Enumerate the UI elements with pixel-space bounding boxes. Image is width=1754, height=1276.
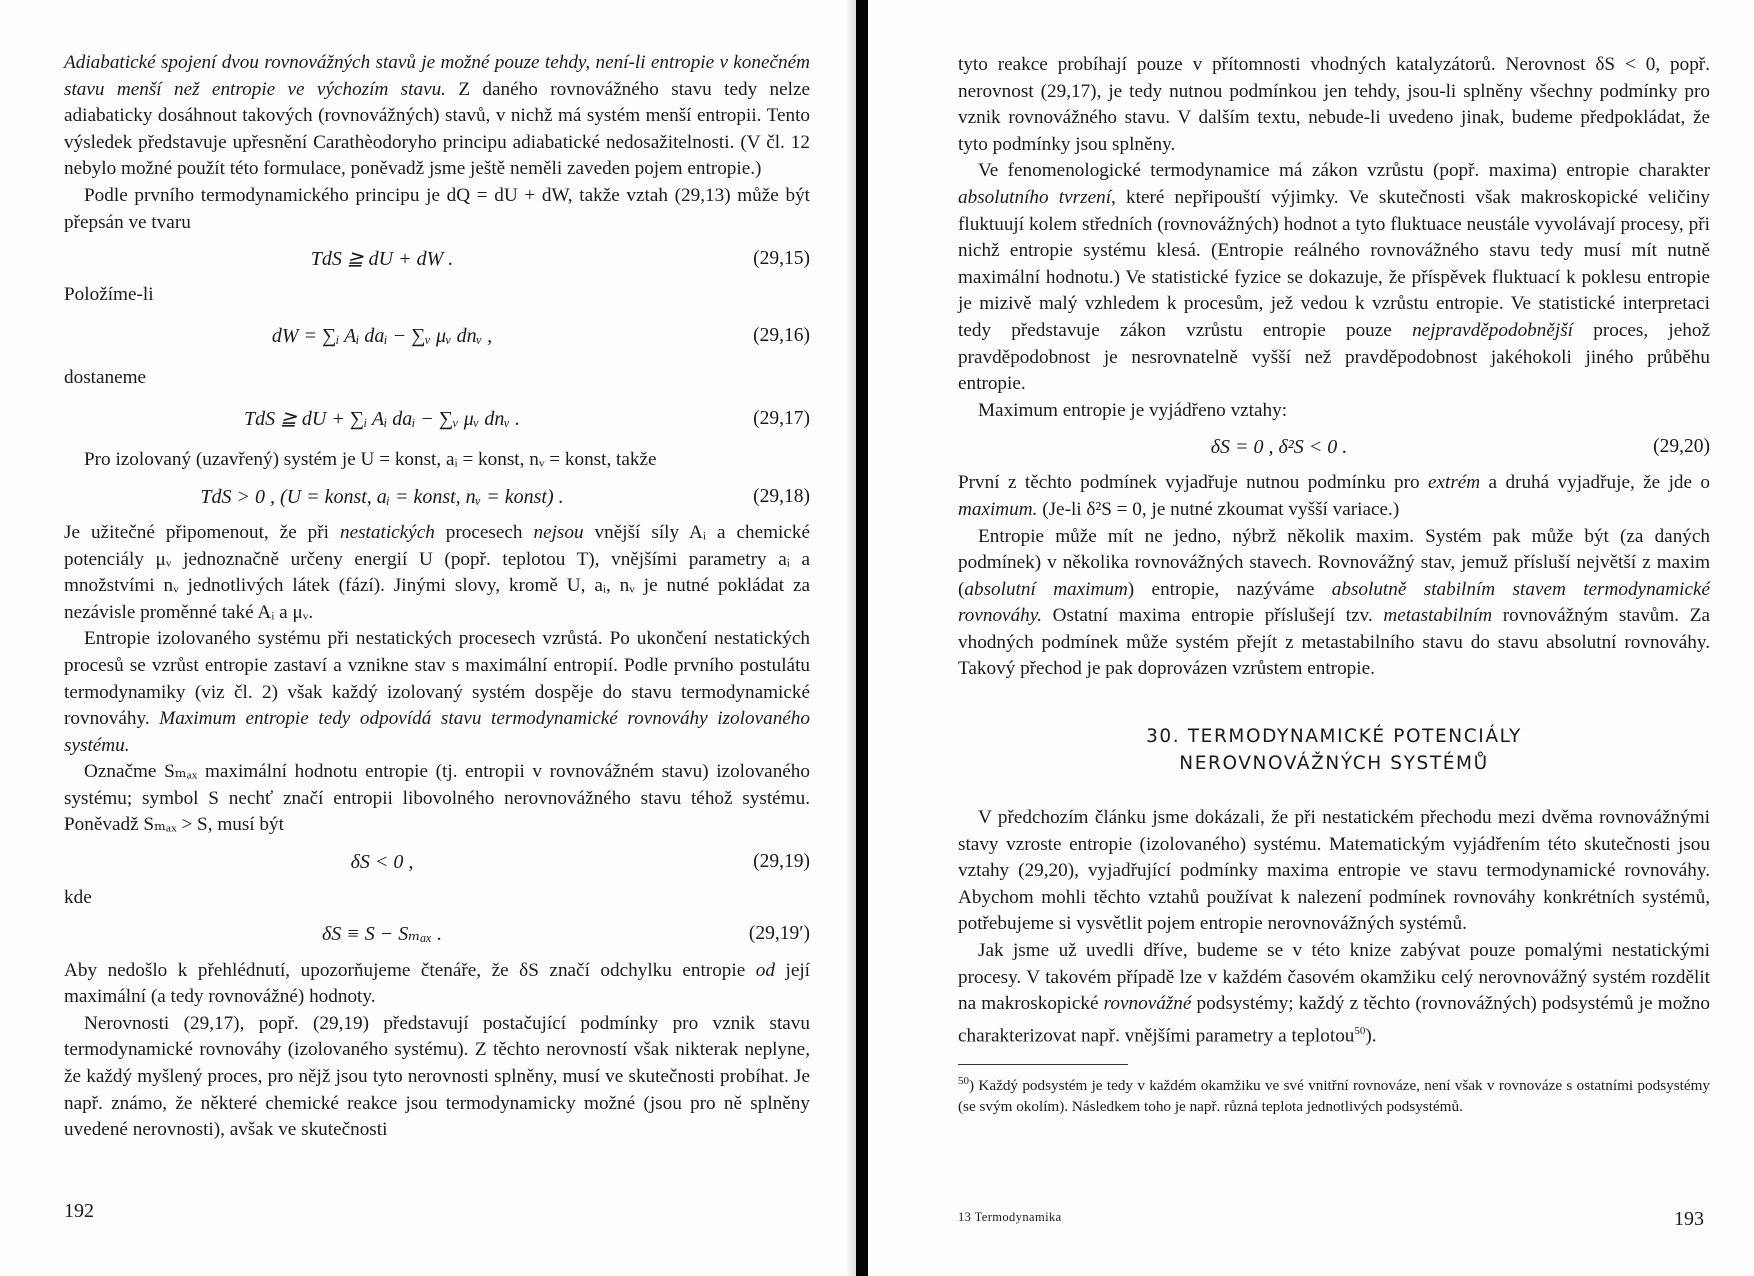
italic-term: absolutního tvrzení (958, 186, 1112, 208)
paragraph: V předchozím článku jsme dokázali, že při nestatickém přechodu mezi dvěma rovnovážnými stavy vzroste entropie (izolovaného) systému. Matematickým vyjádřením této skutečnosti jsou vztahy (29,20), vyjadřující podmínky maxima entropie ve stavu termodynamické rovnováhy. Abychom mohli těchto vztahů používat k nalezení podmínek rovnováhy konkrétních systémů, potřebujeme si vysvětlit pojem entropie nerovnovážných systémů. (958, 807, 1710, 935)
italic-term: nestatických (339, 521, 435, 543)
left-text-column (64, 50, 810, 1144)
page-number: 192 (64, 1200, 94, 1222)
italic-term: absolutně stabilním stavem termodynamické rovnováhy. (958, 578, 1710, 627)
paragraph-text: vnější síly Aᵢ a chemické potenciály μᵥ jednoznačně určeny energií U (popř. teplotou T), vnějšími parametry aᵢ a množstvími nᵥ jednotlivých látek (fází). Jinými slovy, kromě U, aᵢ, nᵥ je nutné pokládat za nezávisle proměnné také Aᵢ a μᵥ. (64, 521, 810, 623)
footnote-reference: 50 (1354, 1024, 1366, 1037)
equation-29-19-prime (64, 918, 810, 952)
equation-number: (29,19) (753, 850, 810, 872)
paragraph (64, 520, 810, 626)
equation-29-18 (64, 480, 810, 514)
paragraph: Nerovnosti (29,17), popř. (29,19) představují postačující podmínky pro vznik stavu termodynamické rovnováhy (izolovaného systému). Z těchto nerovností však nikterak neplyne, že každý myšlený proces, pro nějž jsou tyto nerovnosti splněny, musí ve skutečnosti probíhat. Je např. známo, že některé chemické reakce jsou termodynamicky možné (jsou pro ně splněny uvedené nerovnosti), avšak ve skutečnosti (64, 1012, 810, 1141)
paragraph-text: a druhá vyjadřuje, že jde o (1480, 472, 1711, 494)
italic-term: absolutní maximum (964, 578, 1128, 600)
paragraph (958, 938, 1710, 1050)
equation-number: (29,18) (753, 485, 810, 507)
paragraph-text: podsystémy; každý z těchto (rovnovážných) podsystémů je možno charakterizovat např. vnějšími parametry a teplotou (958, 993, 1710, 1047)
signature-mark: 13 Termodynamika (958, 1210, 1062, 1224)
paragraph-text: , které nepřipouští výjimky. Ve skutečnosti však makroskopické veličiny fluktuují kolem středních (rovnovážných) hodnot a tyto fluktuace neustále vyvolávají procesy, při nichž entropie systému klesá. (Entropie reálného rovnovážného stavu tedy musí mít nutně maximální hodnotu.) Ve statistické fyzice se dokazuje, že příspěvek fluktuací k poklesu entropie je mizivě malý vzhledem k procesům, jež vedou k vzrůstu entropie. Ve statistické interpretaci tedy představuje zákon vzrůstu entropie pouze (958, 186, 1710, 341)
equation-body: TdS ≧ dU + dW . (310, 247, 454, 270)
paragraph (958, 158, 1710, 397)
paragraph (64, 958, 810, 1011)
paragraph-text: Aby nedošlo k přehlédnutí, upozorňujeme čtenáře, že δS značí odchylku entropie (64, 959, 756, 981)
footnote-text: ) Každý podsystém je tedy v každém okamžiku ve své vnitřní rovnováze, není však v rovnováze s ostatními podsystémy (se svým okolím). Následkem toho je např. různá teplota jednotlivých podsystémů. (958, 1076, 1710, 1115)
paragraph (958, 524, 1710, 684)
equation-body: δS < 0 , (350, 850, 414, 873)
paragraph-text: procesech (434, 521, 534, 543)
footnote-mark: 50 (958, 1074, 969, 1087)
equation-body: dW = ∑ᵢ Aᵢ daᵢ − ∑ᵥ μᵥ dnᵥ , (271, 325, 493, 348)
paragraph-text: První z těchto podmínek vyjadřuje nutnou podmínku pro (958, 472, 1428, 494)
right-text-column (958, 52, 1710, 1117)
left-page (0, 0, 846, 1276)
paragraph (958, 470, 1710, 523)
page-number: 193 (1674, 1208, 1704, 1230)
gutter-shadow (846, 0, 856, 1276)
equation-29-15 (64, 242, 810, 276)
italic-term: extrém (1427, 472, 1481, 494)
paragraph-text: (Je-li δ²S = 0, je nutné zkoumat vyšší variace.) (1037, 498, 1400, 520)
paragraph-text: Entropie může mít ne jedno, nýbrž několik maxim. Systém pak může být (za daných podmínek) v několika rovnovážných stavech. Rovnovážný stav, jemuž přísluší největší z maxim ( (958, 525, 1710, 600)
equation-29-16 (64, 315, 810, 359)
section-heading-line: 30. TERMODYNAMICKÉ POTENCIÁLY (1146, 726, 1522, 748)
lead-text: dostaneme (64, 366, 147, 388)
paragraph-text: Ostatní maxima entropie příslušejí tzv. (1042, 605, 1384, 627)
section-heading (958, 723, 1710, 777)
italic-term: od (755, 959, 775, 981)
equation-number: (29,20) (1653, 436, 1710, 458)
equation-29-19 (64, 845, 810, 879)
paragraph: Podle prvního termodynamického principu je dQ = dU + dW, takže vztah (29,13) může být přepsán ve tvaru (64, 184, 810, 233)
equation-number: (29,19′) (748, 923, 810, 945)
equation-body: δS = 0 , δ²S < 0 . (1210, 436, 1348, 459)
paragraph-text: rovnovážným stavům. Za vhodných podmínek může systém přejít z metastabilního stavu do stavu absolutní rovnováhy. Takový přechod je pak doprovázen vzrůstem entropie. (958, 605, 1710, 680)
paragraph-text: Entropie izolovaného systému při nestatických procesech vzrůstá. Po ukončení nestatických procesů se vzrůst entropie zastaví a vznikne stav s maximální entropií. Podle prvního postulátu termodynamiky (viz čl. 2) však každý izolovaný systém dospěje do stavu termodynamické rovnováhy. (64, 628, 810, 730)
paragraph (64, 626, 810, 759)
equation-29-20 (958, 430, 1710, 464)
italic-term: rovnovážné (1103, 993, 1192, 1015)
footnote (958, 1071, 1710, 1117)
paragraph-text: ) entropie, nazýváme (1127, 578, 1332, 600)
italic-term: nejsou (533, 521, 584, 543)
paragraph: Maximum entropie je vyjádřeno vztahy: (978, 399, 1288, 421)
paragraph-text: její maximální (a tedy rovnovážné) hodnoty. (64, 959, 810, 1008)
book-gutter (856, 0, 868, 1276)
paragraph-text: Z daného rovnovážného stavu tedy nelze adiabaticky dosáhnout takových (rovnovážných) stavů, v nichž má systém menší entropii. Tento výsledek představuje upřesnění Carathèodoryho principu adiabatické nedosažitelnosti. (V čl. 12 nebylo možné použít této formulace, poněvadž jsme ještě neměli zaveden pojem entropie.) (64, 78, 810, 180)
paragraph: Označme Sₘₐₓ maximální hodnotu entropie (tj. entropii v rovnovážném stavu) izolovaného systému; symbol S nechť značí entropii libovolného nerovnovážného stavu téhož systému. Poněvadž Sₘₐₓ > S, musí být (64, 761, 810, 836)
italic-term: nejpravděpodobnější (1412, 319, 1574, 341)
italic-statement: Adiabatické spojení dvou rovnovážných stavů je možné pouze tehdy, není-li entropie v konečném stavu menší než entropie ve výchozím stavu. (64, 52, 810, 100)
section-heading-line: NEROVNOVÁŽNÝCH SYSTÉMŮ (1179, 753, 1489, 775)
lead-text: Položíme-li (64, 284, 154, 306)
paragraph: Pro izolovaný (uzavřený) systém je U = konst, aᵢ = konst, nᵥ = konst, takže (84, 449, 657, 471)
paragraph-text: proces, jehož pravděpodobnost je nesrovnatelně vyšší než pravděpodobnost jakéhokoli jiného průběhu entropie. (958, 319, 1710, 395)
italic-statement: Maximum entropie tedy odpovídá stavu termodynamické rovnováhy izolovaného systému. (64, 708, 810, 756)
equation-number: (29,15) (753, 247, 810, 269)
paragraph-text: Ve fenomenologické termodynamice má zákon vzrůstu (popř. maxima) entropie charakter (978, 160, 1710, 182)
equation-body: TdS > 0 , (U = konst, aᵢ = konst, nᵥ = konst) . (200, 485, 564, 508)
paragraph-text: Je užitečné připomenout, že při (64, 521, 340, 543)
italic-term: metastabilním (1383, 605, 1493, 627)
right-page (868, 0, 1754, 1276)
equation-body: TdS ≧ dU + ∑ᵢ Aᵢ daᵢ − ∑ᵥ μᵥ dnᵥ . (243, 408, 520, 431)
equation-29-17 (64, 397, 810, 441)
equation-body: δS ≡ S − Sₘₐₓ . (321, 923, 443, 946)
footnote-divider (958, 1064, 1128, 1065)
italic-term: maximum. (958, 498, 1038, 520)
paragraph-text: ). (1365, 1025, 1377, 1047)
equation-number: (29,16) (753, 325, 810, 347)
paragraph (64, 50, 810, 183)
lead-text: kde (64, 887, 92, 909)
equation-number: (29,17) (753, 408, 810, 430)
paragraph: tyto reakce probíhají pouze v přítomnosti vhodných katalyzátorů. Nerovnost δS < 0, popř. nerovnost (29,17), je tedy nutnou podmínkou jen tehdy, jsou-li splněny všechny podmínky pro vznik rovnovážného stavu. V dalším textu, nebude-li uvedeno jinak, budeme předpokládat, že tyto podmínky jsou splněny. (958, 54, 1710, 155)
paragraph-text: Jak jsme už uvedli dříve, budeme se v této knize zabývat pouze pomalými nestatickými procesy. V takovém případě lze v každém časovém okamžiku celý nerovnovážný systém rozdělit na makroskopické (958, 940, 1710, 1015)
